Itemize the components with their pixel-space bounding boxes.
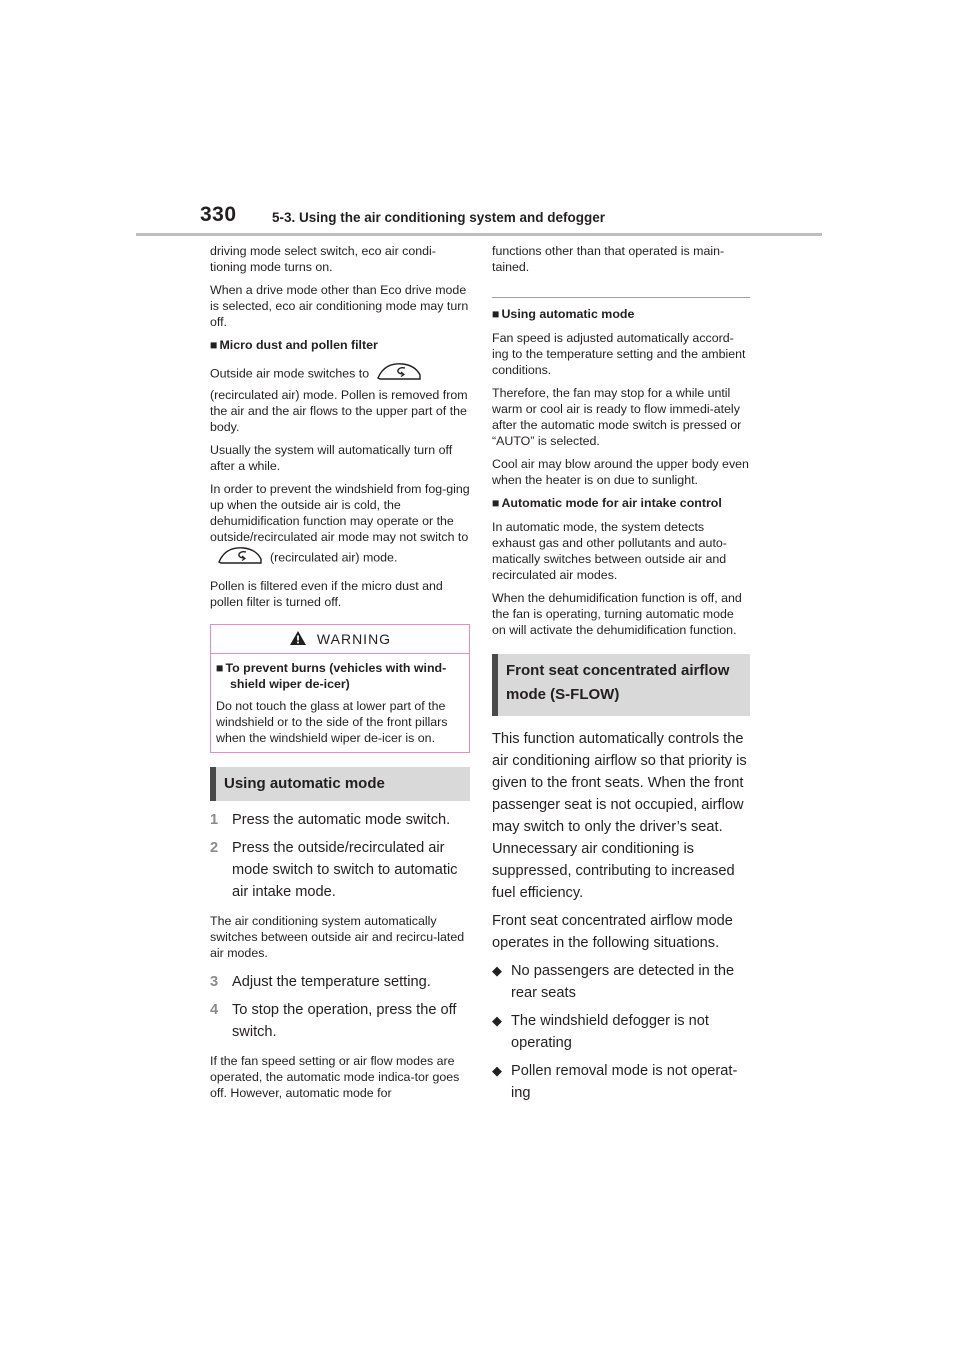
air-intake-heading bbox=[492, 495, 750, 511]
left-column bbox=[210, 243, 470, 1108]
list-item-text: The windshield defogger is not operating bbox=[511, 1013, 709, 1051]
list-item bbox=[492, 960, 750, 1004]
warning-header bbox=[211, 625, 469, 654]
left-paragraph-3-before: Outside air mode switches to bbox=[210, 366, 370, 381]
step-text: Press the outside/recirculated air mode switch to switch to automatic air intake mode. bbox=[232, 840, 458, 900]
step-number: 4 bbox=[210, 1002, 219, 1018]
left-paragraph-2: When a drive mode other than Eco drive mode is selected, eco air conditioning mode may turn off. bbox=[210, 283, 469, 329]
warning-title: WARNING bbox=[316, 631, 392, 647]
air-intake-heading-text: Automatic mode for air intake control bbox=[501, 496, 722, 510]
using-automatic-mode-banner: Using automatic mode bbox=[210, 767, 470, 801]
square-bullet-icon: ■ bbox=[210, 338, 218, 352]
step-number: 2 bbox=[210, 840, 219, 856]
micro-dust-heading-text: Micro dust and pollen filter bbox=[219, 338, 378, 352]
step-number: 1 bbox=[210, 812, 219, 828]
step-2-note: The air conditioning system automatically switches between outside air and recircu-lated air modes. bbox=[210, 914, 465, 960]
step-text: To stop the operation, press the off switch. bbox=[232, 1002, 457, 1040]
left-paragraph-4: Usually the system will automatically turn off after a while. bbox=[210, 443, 453, 473]
right-paragraph-2: Fan speed is adjusted automatically accord-ing to the temperature setting and the ambient conditions. bbox=[492, 331, 746, 377]
warning-body: Do not touch the glass at lower part of the windshield or to the side of the front pillars when the windshield wiper de-icer is on. bbox=[216, 699, 448, 745]
right-column bbox=[492, 243, 750, 1110]
step-2 bbox=[210, 837, 470, 903]
step-text: Press the automatic mode switch. bbox=[232, 812, 451, 828]
left-paragraph-5-before: In order to prevent the windshield from fog-ging up when the outside air is cold, the dehumidification function may operate or the outside/recirculated air mode may not switch to bbox=[210, 482, 470, 544]
diamond-bullet-icon: ◆ bbox=[492, 1063, 502, 1078]
recirculated-air-icon bbox=[375, 361, 423, 387]
left-paragraph-5 bbox=[210, 481, 470, 571]
warning-box bbox=[210, 624, 470, 753]
divider bbox=[492, 297, 750, 298]
step-4 bbox=[210, 999, 470, 1043]
left-paragraph-6: Pollen is filtered even if the micro dust and pollen filter is turned off. bbox=[210, 579, 443, 609]
step-1 bbox=[210, 809, 470, 831]
micro-dust-heading bbox=[210, 337, 470, 353]
using-automatic-mode-heading bbox=[492, 306, 750, 322]
left-paragraph-1: driving mode select switch, eco air condi-tioning mode turns on. bbox=[210, 244, 436, 274]
s-flow-paragraph-1: This function automatically controls the air conditioning airflow so that priority is given to the front seats. When the front passenger seat is not occupied, airflow may switch to only the driver’s seat. Unnecessary air conditioning is suppressed, contributing to increased fuel efficiency. bbox=[492, 731, 747, 901]
square-bullet-icon: ■ bbox=[492, 307, 500, 321]
square-bullet-icon: ■ bbox=[216, 661, 224, 675]
section-title: 5-3. Using the air conditioning system and defogger bbox=[272, 210, 606, 225]
warning-triangle-icon bbox=[289, 630, 307, 649]
using-automatic-mode-heading-text: Using automatic mode bbox=[501, 307, 635, 321]
step-3 bbox=[210, 971, 470, 993]
step-text: Adjust the temperature setting. bbox=[232, 974, 431, 990]
right-paragraph-5: In automatic mode, the system detects exhaust gas and other pollutants and auto-matically switches between outside air and recirculated air modes. bbox=[492, 520, 727, 582]
list-item bbox=[492, 1060, 750, 1104]
left-paragraph-3 bbox=[210, 361, 470, 435]
right-paragraph-1: functions other than that operated is main-tained. bbox=[492, 244, 725, 274]
warning-subheading bbox=[216, 660, 464, 692]
diamond-bullet-icon: ◆ bbox=[492, 1013, 502, 1028]
right-paragraph-4: Cool air may blow around the upper body even when the heater is on due to sunlight. bbox=[492, 457, 749, 487]
s-flow-banner: Front seat concentrated airflow mode (S-FLOW) bbox=[492, 654, 750, 716]
s-flow-paragraph-2: Front seat concentrated airflow mode operates in the following situations. bbox=[492, 913, 733, 951]
left-paragraph-3-after: (recirculated air) mode. Pollen is removed from the air and the air flows to the upper part of the body. bbox=[210, 388, 468, 434]
left-paragraph-5-after: (recirculated air) mode. bbox=[270, 550, 398, 565]
diamond-bullet-icon: ◆ bbox=[492, 963, 502, 978]
warning-content bbox=[211, 654, 469, 752]
recirculated-air-icon bbox=[216, 545, 264, 571]
step-4-note: If the fan speed setting or air flow modes are operated, the automatic mode indica-tor goes off. However, automatic mode for bbox=[210, 1054, 460, 1100]
header-rule bbox=[136, 233, 822, 236]
right-paragraph-3: Therefore, the fan may stop for a while until warm or cool air is ready to flow immedi-ately after the automatic mode switch is pressed or “AUTO” is selected. bbox=[492, 386, 742, 448]
list-item-text: Pollen removal mode is not operat-ing bbox=[511, 1063, 738, 1101]
step-number: 3 bbox=[210, 974, 219, 990]
list-item-text: No passengers are detected in the rear seats bbox=[511, 963, 735, 1001]
right-paragraph-6: When the dehumidification function is off, and the fan is operating, turning automatic mode on will activate the dehumidification function. bbox=[492, 591, 742, 637]
square-bullet-icon: ■ bbox=[492, 496, 500, 510]
page-number: 330 bbox=[200, 203, 237, 226]
warning-subheading-text: To prevent burns (vehicles with wind-shield wiper de-icer) bbox=[225, 661, 447, 691]
list-item bbox=[492, 1010, 750, 1054]
